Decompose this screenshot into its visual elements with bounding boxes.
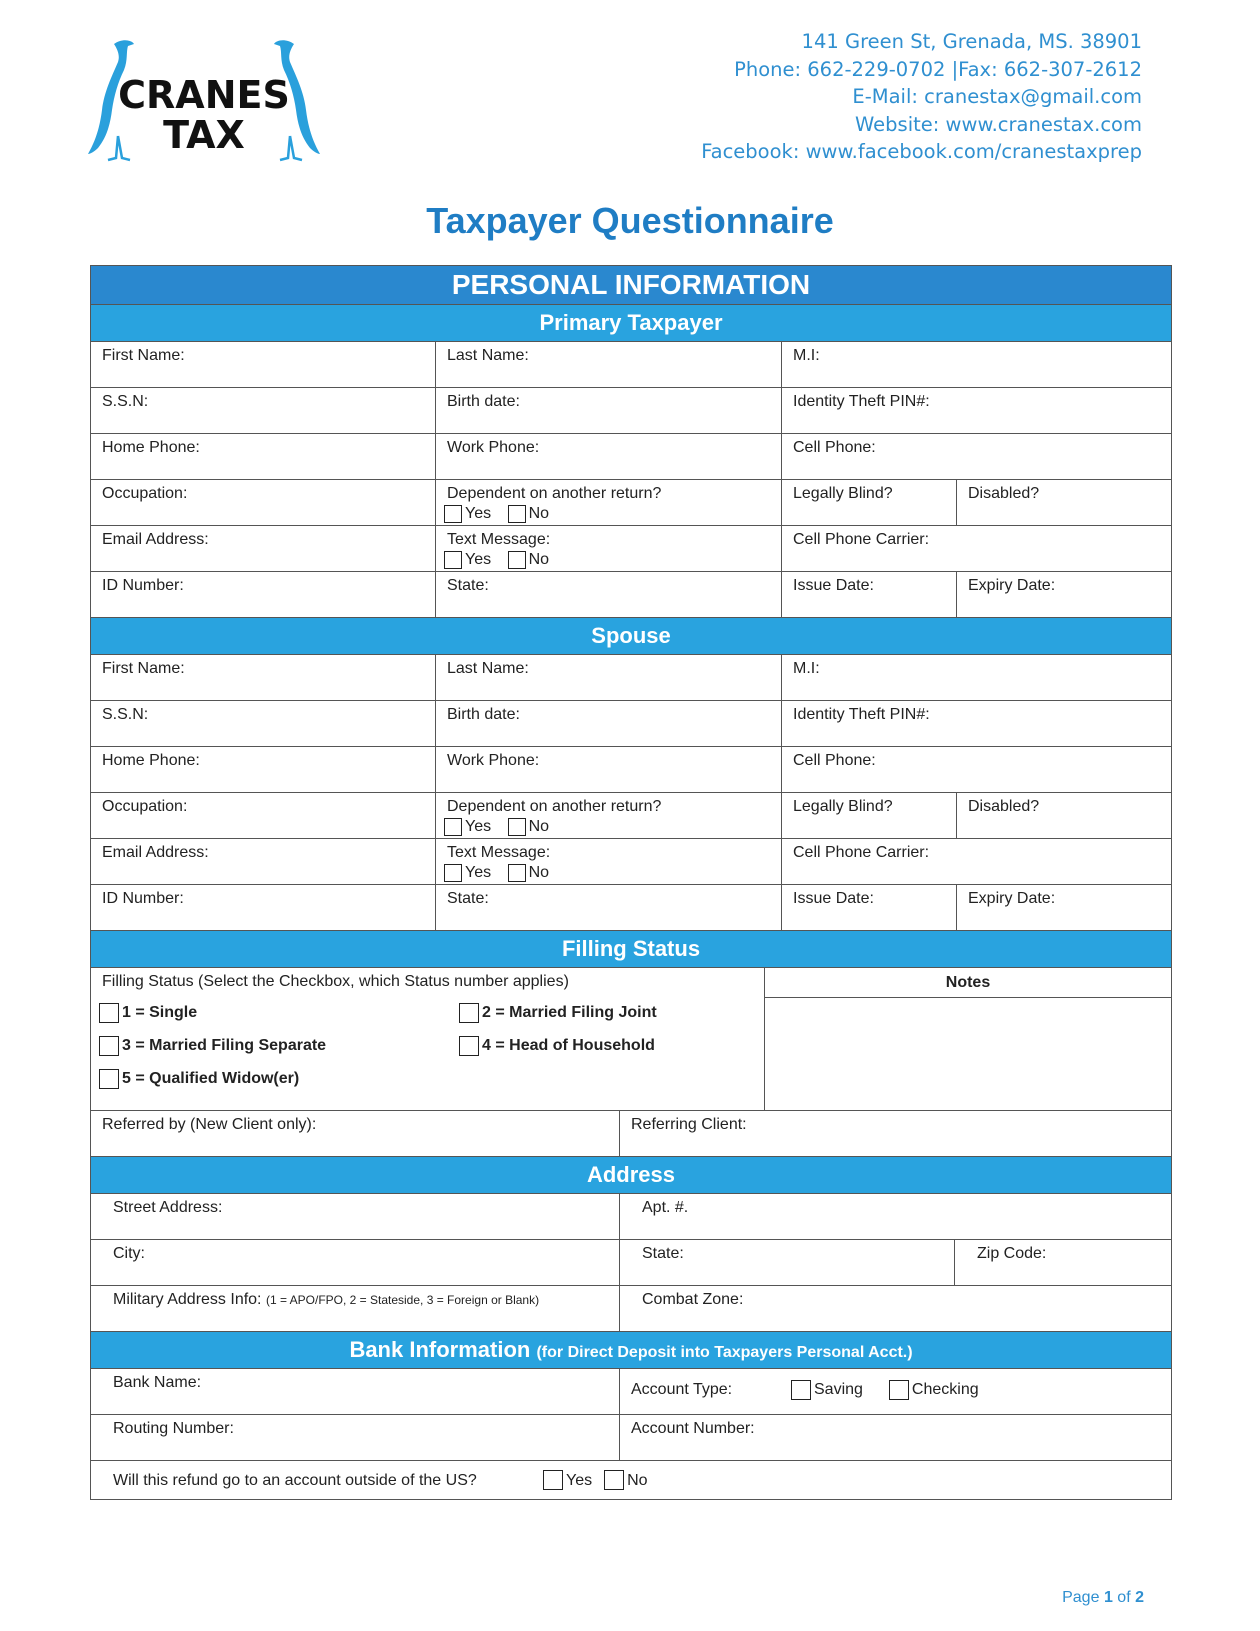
address-row-city: [91, 1239, 1171, 1285]
checkbox-square[interactable]: [791, 1380, 811, 1400]
spouse-id-number-field[interactable]: [91, 885, 435, 930]
field-label: Identity Theft PIN#:: [793, 706, 930, 723]
personal-info-header: PERSONAL INFORMATION: [91, 265, 1171, 304]
field-label: Expiry Date:: [968, 890, 1056, 907]
primary-expiry-date-field[interactable]: [956, 572, 1171, 617]
primary-work-phone-field[interactable]: [435, 434, 781, 479]
checkbox-square[interactable]: [508, 505, 526, 523]
primary-first-name-field[interactable]: [91, 342, 435, 387]
spouse-ssn-field[interactable]: [91, 701, 435, 746]
filing-status-block: [91, 967, 1171, 1110]
spouse-dependent-field: [435, 793, 781, 838]
filing-married-joint-checkbox[interactable]: [459, 1003, 750, 1023]
field-label: Birth date:: [447, 393, 520, 410]
field-label: Last Name:: [447, 660, 529, 677]
field-label: City:: [113, 1245, 145, 1262]
field-label: Routing Number:: [113, 1420, 234, 1437]
outside-us-yes-checkbox[interactable]: [543, 1470, 592, 1490]
primary-legally-blind-field[interactable]: [781, 480, 956, 525]
bank-info-header: [91, 1331, 1171, 1368]
checkbox-square[interactable]: [444, 818, 462, 836]
page-of: of: [1117, 1589, 1131, 1606]
spouse-carrier-field[interactable]: [781, 839, 1171, 884]
primary-home-phone-field[interactable]: [91, 434, 435, 479]
checkbox-square[interactable]: [459, 1003, 479, 1023]
spouse-disabled-field[interactable]: [956, 793, 1171, 838]
field-label: State:: [447, 577, 489, 594]
spouse-row-occupation: [91, 792, 1171, 838]
spouse-id-theft-pin-field[interactable]: [781, 701, 1171, 746]
field-label: State:: [447, 890, 489, 907]
field-label: Bank Name:: [113, 1374, 202, 1391]
field-label: Legally Blind?: [793, 485, 893, 502]
checkbox-square[interactable]: [889, 1380, 909, 1400]
military-note: (1 = APO/FPO, 2 = Stateside, 3 = Foreign or Blank): [265, 1293, 540, 1307]
referring-client-field[interactable]: [619, 1111, 1171, 1156]
field-label: Issue Date:: [793, 890, 874, 907]
field-label: Home Phone:: [102, 752, 200, 769]
primary-id-number-field[interactable]: [91, 572, 435, 617]
notes-box[interactable]: [764, 968, 1171, 1110]
primary-dependent-field: [435, 480, 781, 525]
field-label: Legally Blind?: [793, 798, 893, 815]
page-current: 1: [1103, 1589, 1113, 1606]
primary-carrier-field[interactable]: [781, 526, 1171, 571]
combat-zone-field[interactable]: [619, 1286, 1171, 1331]
outside-us-field: [91, 1470, 1171, 1490]
field-label: Text Message:: [447, 844, 551, 861]
checkbox-square[interactable]: [99, 1036, 119, 1056]
spouse-expiry-date-field[interactable]: [956, 885, 1171, 930]
spouse-row-phone: [91, 746, 1171, 792]
street-address-field[interactable]: [91, 1194, 619, 1239]
field-label: Street Address:: [113, 1199, 223, 1216]
primary-row-occupation: [91, 479, 1171, 525]
filing-status-instruction: Filling Status (Select the Checkbox, which Status number applies): [102, 973, 569, 990]
checkbox-label: Yes: [465, 818, 492, 835]
contact-address: 141 Green St, Grenada, MS. 38901: [801, 30, 1142, 53]
spouse-email-field[interactable]: [91, 839, 435, 884]
field-label: ID Number:: [102, 577, 184, 594]
questionnaire-form: [90, 265, 1172, 1500]
routing-number-field[interactable]: [91, 1415, 619, 1460]
notes-label: Notes: [765, 968, 1171, 998]
field-label: Referring Client:: [631, 1116, 747, 1133]
field-label: Email Address:: [102, 844, 209, 861]
checkbox-square[interactable]: [508, 818, 526, 836]
checkbox-square[interactable]: [444, 864, 462, 882]
account-type-field: [619, 1369, 1171, 1414]
spouse-row-id: [91, 884, 1171, 930]
field-label: Cell Phone:: [793, 752, 876, 769]
field-label: S.S.N:: [102, 393, 149, 410]
apt-field[interactable]: [619, 1194, 1171, 1239]
checkbox-label: Yes: [465, 864, 492, 881]
checkbox-label: No: [528, 551, 550, 568]
spouse-home-phone-field[interactable]: [91, 747, 435, 792]
field-label: State:: [642, 1245, 684, 1262]
spouse-row-ssn: [91, 700, 1171, 746]
checkbox-label: Yes: [465, 505, 492, 522]
primary-id-theft-pin-field[interactable]: [781, 388, 1171, 433]
zip-code-field[interactable]: [954, 1240, 1171, 1285]
filing-single-checkbox[interactable]: [99, 1003, 450, 1023]
field-label: First Name:: [102, 660, 185, 677]
spouse-cell-phone-field[interactable]: [781, 747, 1171, 792]
bank-header-title: Bank Information: [349, 1337, 531, 1362]
field-label: Identity Theft PIN#:: [793, 393, 930, 410]
primary-taxpayer-header: Primary Taxpayer: [91, 304, 1171, 341]
primary-row-ssn: [91, 387, 1171, 433]
checkbox-square[interactable]: [444, 551, 462, 569]
primary-disabled-field[interactable]: [956, 480, 1171, 525]
bank-name-field[interactable]: [91, 1369, 619, 1414]
filing-head-household-checkbox[interactable]: [459, 1036, 750, 1056]
bank-row-outside-us: [91, 1460, 1171, 1499]
checkbox-label: 2 = Married Filing Joint: [482, 1004, 657, 1021]
spouse-state-field[interactable]: [435, 885, 781, 930]
field-label: Email Address:: [102, 531, 209, 548]
spouse-text-no-checkbox[interactable]: [508, 863, 549, 882]
field-label: Text Message:: [447, 531, 551, 548]
referred-by-field[interactable]: [91, 1111, 619, 1156]
field-label: Disabled?: [968, 485, 1040, 502]
checkbox-square[interactable]: [508, 551, 526, 569]
address-row-military: [91, 1285, 1171, 1331]
field-label: Zip Code:: [977, 1245, 1047, 1262]
spouse-issue-date-field[interactable]: [781, 885, 956, 930]
field-label: Cell Phone:: [793, 439, 876, 456]
contact-block: [701, 28, 1142, 166]
spouse-text-message-field: [435, 839, 781, 884]
checkbox-label: 1 = Single: [122, 1004, 198, 1021]
field-label: Home Phone:: [102, 439, 200, 456]
field-label: S.S.N:: [102, 706, 149, 723]
field-label: Occupation:: [102, 798, 188, 815]
primary-text-message-field: [435, 526, 781, 571]
crane-birds-icon: [88, 36, 320, 166]
page-total: 2: [1135, 1589, 1144, 1606]
primary-issue-date-field[interactable]: [781, 572, 956, 617]
primary-row-name: [91, 341, 1171, 387]
filing-status-options: [91, 968, 764, 1110]
field-label: Combat Zone:: [642, 1291, 744, 1308]
field-label: Account Number:: [631, 1420, 755, 1437]
spouse-row-name: [91, 654, 1171, 700]
checkbox-label: No: [528, 864, 550, 881]
city-field[interactable]: [91, 1240, 619, 1285]
filing-widow-checkbox[interactable]: [99, 1069, 450, 1089]
field-label: Work Phone:: [447, 752, 540, 769]
checkbox-square[interactable]: [459, 1036, 479, 1056]
contact-facebook[interactable]: Facebook: www.facebook.com/cranestaxprep: [701, 140, 1142, 163]
page-word: Page: [1062, 1589, 1100, 1606]
spouse-birth-date-field[interactable]: [435, 701, 781, 746]
primary-dependent-yes-checkbox[interactable]: [444, 504, 491, 523]
field-label: Birth date:: [447, 706, 520, 723]
spouse-header: Spouse: [91, 617, 1171, 654]
checkbox-square[interactable]: [508, 864, 526, 882]
filing-married-separate-checkbox[interactable]: [99, 1036, 450, 1056]
field-label: Cell Phone Carrier:: [793, 844, 930, 861]
field-label: Work Phone:: [447, 439, 540, 456]
spouse-mi-field[interactable]: [781, 655, 1171, 700]
field-label: Dependent on another return?: [447, 798, 662, 815]
spouse-row-email: [91, 838, 1171, 884]
checkbox-label: No: [528, 505, 550, 522]
primary-dependent-no-checkbox[interactable]: [508, 504, 549, 523]
field-label: Referred by (New Client only):: [102, 1116, 317, 1133]
primary-state-field[interactable]: [435, 572, 781, 617]
field-label: Last Name:: [447, 347, 529, 364]
logo-word-cranes: CRANES: [118, 73, 290, 117]
document-title: Taxpayer Questionnaire: [426, 200, 834, 241]
field-label: Occupation:: [102, 485, 188, 502]
checkbox-square[interactable]: [99, 1003, 119, 1023]
military-address-field[interactable]: [91, 1286, 619, 1331]
checkbox-label: No: [528, 818, 550, 835]
spouse-occupation-field[interactable]: [91, 793, 435, 838]
checkbox-square[interactable]: [543, 1470, 563, 1490]
primary-birth-date-field[interactable]: [435, 388, 781, 433]
spouse-work-phone-field[interactable]: [435, 747, 781, 792]
checkbox-label: Saving: [814, 1381, 863, 1398]
contact-phone: Phone: 662-229-0702 |Fax: 662-307-2612: [734, 57, 1142, 81]
address-state-field[interactable]: [619, 1240, 954, 1285]
field-label: Account Type:: [631, 1381, 733, 1398]
account-number-field[interactable]: [619, 1415, 1171, 1460]
field-label: M.I:: [793, 347, 820, 364]
field-label: Expiry Date:: [968, 577, 1056, 594]
spouse-dependent-no-checkbox[interactable]: [508, 817, 549, 836]
primary-mi-field[interactable]: [781, 342, 1171, 387]
page-number: [1062, 1589, 1144, 1607]
checkbox-label: 5 = Qualified Widow(er): [122, 1070, 300, 1087]
field-label: Military Address Info:: [113, 1291, 262, 1308]
outside-us-no-checkbox[interactable]: [604, 1470, 647, 1490]
spouse-text-yes-checkbox[interactable]: [444, 863, 491, 882]
contact-website[interactable]: Website: www.cranestax.com: [855, 112, 1142, 136]
primary-occupation-field[interactable]: [91, 480, 435, 525]
field-label: Will this refund go to an account outside of the US?: [113, 1471, 477, 1489]
primary-row-id: [91, 571, 1171, 617]
checkbox-square[interactable]: [604, 1470, 624, 1490]
primary-email-field[interactable]: [91, 526, 435, 571]
cranes-tax-logo: [88, 36, 320, 166]
spouse-legally-blind-field[interactable]: [781, 793, 956, 838]
checkbox-label: Yes: [465, 551, 492, 568]
bank-row-name: [91, 1368, 1171, 1414]
field-label: First Name:: [102, 347, 185, 364]
field-label: Cell Phone Carrier:: [793, 531, 930, 548]
referral-row: [91, 1110, 1171, 1156]
field-label: Dependent on another return?: [447, 485, 662, 502]
bank-row-routing: [91, 1414, 1171, 1460]
primary-row-email: [91, 525, 1171, 571]
spouse-first-name-field[interactable]: [91, 655, 435, 700]
field-label: Issue Date:: [793, 577, 874, 594]
primary-text-no-checkbox[interactable]: [508, 550, 549, 569]
bank-header-note: (for Direct Deposit into Taxpayers Personal Acct.): [536, 1344, 913, 1361]
primary-ssn-field[interactable]: [91, 388, 435, 433]
checkbox-label: No: [627, 1471, 648, 1489]
checkbox-label: Checking: [911, 1381, 979, 1398]
spouse-last-name-field[interactable]: [435, 655, 781, 700]
field-label: M.I:: [793, 660, 820, 677]
logo-word-tax: TAX: [163, 113, 245, 157]
address-row-street: [91, 1193, 1171, 1239]
spouse-dependent-yes-checkbox[interactable]: [444, 817, 491, 836]
checkbox-label: 4 = Head of Household: [482, 1037, 655, 1054]
address-header: Address: [91, 1156, 1171, 1193]
field-label: Apt. #.: [642, 1199, 689, 1216]
checkbox-square[interactable]: [99, 1069, 119, 1089]
checkbox-label: 3 = Married Filing Separate: [122, 1037, 327, 1054]
primary-last-name-field[interactable]: [435, 342, 781, 387]
primary-cell-phone-field[interactable]: [781, 434, 1171, 479]
filing-status-header: Filling Status: [91, 930, 1171, 967]
checking-checkbox[interactable]: [889, 1380, 979, 1400]
checkbox-label: Yes: [566, 1471, 593, 1489]
saving-checkbox[interactable]: [791, 1380, 863, 1400]
field-label: Disabled?: [968, 798, 1040, 815]
field-label: ID Number:: [102, 890, 184, 907]
primary-text-yes-checkbox[interactable]: [444, 550, 491, 569]
primary-row-phone: [91, 433, 1171, 479]
checkbox-square[interactable]: [444, 505, 462, 523]
contact-email[interactable]: E-Mail: cranestax@gmail.com: [852, 85, 1142, 108]
